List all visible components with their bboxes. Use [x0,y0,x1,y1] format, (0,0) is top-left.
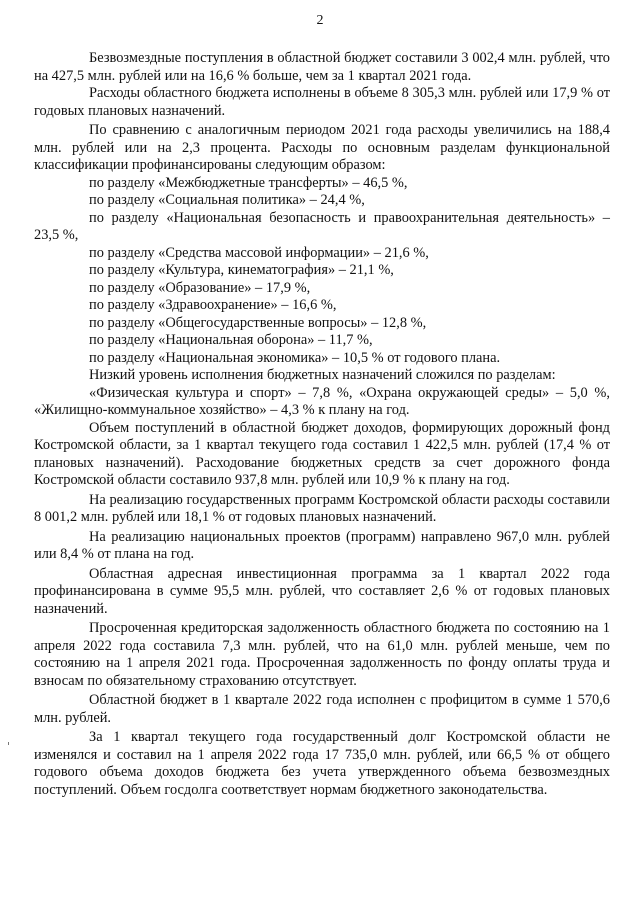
document-body [34,50,610,799]
paragraph-expenditures: Расходы областного бюджета исполнены в объеме 8 305,3 млн. рублей или 17,9 % от годовых плановых назначений. [34,85,610,119]
paragraph-state-debt: За 1 квартал текущего года государственный долг Костромской области не изменялся и составил на 1 апреля 2022 года 17 735,0 млн. рублей, или 66,5 % от общего годового объема доходов бюджета без учета утвержденного объема безвозмездных поступлений. Объем госдолга соответствует нормам бюджетного законодательства. [34,729,610,798]
sections-list [34,175,610,368]
scan-artifact [8,742,9,745]
paragraph-surplus: Областной бюджет в 1 квартале 2022 года исполнен с профицитом в сумме 1 570,6 млн. рублей. [34,692,610,726]
paragraph-road-fund: Объем поступлений в областной бюджет доходов, формирующих дорожный фонд Костромской области, за 1 квартал текущего года составил 1 422,5 млн. рублей (17,4 % от плановых назначений). Расходование бюджетных средств за счет дорожного фонда Костромской области составило 937,8 млн. рублей или 10,9 % к плану на год. [34,419,610,488]
paragraph-gratuitous-receipts: Безвозмездные поступления в областной бюджет составили 3 002,4 млн. рублей, что на 427,5 млн. рублей или на 16,6 % больше, чем за 1 квартал 2021 года. [34,50,610,84]
list-item: по разделу «Общегосударственные вопросы» – 12,8 %, [89,314,427,331]
list-item: по разделу «Культура, кинематография» – 21,1 %, [89,262,394,278]
paragraph-low-sections: «Физическая культура и спорт» – 7,8 %, «Охрана окружающей среды» – 5,0 %, «Жилищно-коммунальное хозяйство» – 4,3 % к плану на год. [34,384,610,418]
paragraph-investment-program: Областная адресная инвестиционная программа за 1 квартал 2022 года профинансирована в сумме 95,5 млн. рублей, что составляет 2,6 % от годовых плановых назначений. [34,565,610,617]
list-item: по разделу «Средства массовой информации» – 21,6 %, [89,244,429,261]
list-item: по разделу «Социальная политика» – 24,4 %, [89,192,365,208]
list-item: по разделу «Национальная оборона» – 11,7 %, [89,332,373,348]
paragraph-comparison: По сравнению с аналогичным периодом 2021 года расходы увеличились на 188,4 млн. рублей или на 2,3 процента. Расходы по основным разделам функциональной классификации профинансированы следующим образом: [34,122,610,173]
list-item: по разделу «Здравоохранение» – 16,6 %, [89,297,337,313]
paragraph-national-projects: На реализацию национальных проектов (программ) направлено 967,0 млн. рублей или 8,4 % от плана на год. [34,528,610,562]
paragraph-overdue-payables: Просроченная кредиторская задолженность областного бюджета по состоянию на 1 апреля 2022 года составила 7,3 млн. рублей, что на 61,0 млн. рублей меньше, чем по состоянию на 1 апреля 2021 года. Просроченная задолженность по фонду оплаты труда и взносам по обязательному страхованию отсутствует. [34,620,610,689]
list-item: по разделу «Национальная безопасность и правоохранительная деятельность» – 23,5 %, [34,209,610,243]
paragraph-low-execution: Низкий уровень исполнения бюджетных назначений сложился по разделам: [89,367,556,383]
page-number: 2 [316,13,324,28]
paragraph-state-programs: На реализацию государственных программ Костромской области расходы составили 8 001,2 млн. рублей или 18,1 % от годовых плановых назначений. [34,491,610,525]
list-item: по разделу «Образование» – 17,9 %, [89,279,311,296]
list-item: по разделу «Национальная экономика» – 10,5 % от годового плана. [89,349,501,366]
list-item: по разделу «Межбюджетные трансферты» – 46,5 %, [89,174,408,191]
